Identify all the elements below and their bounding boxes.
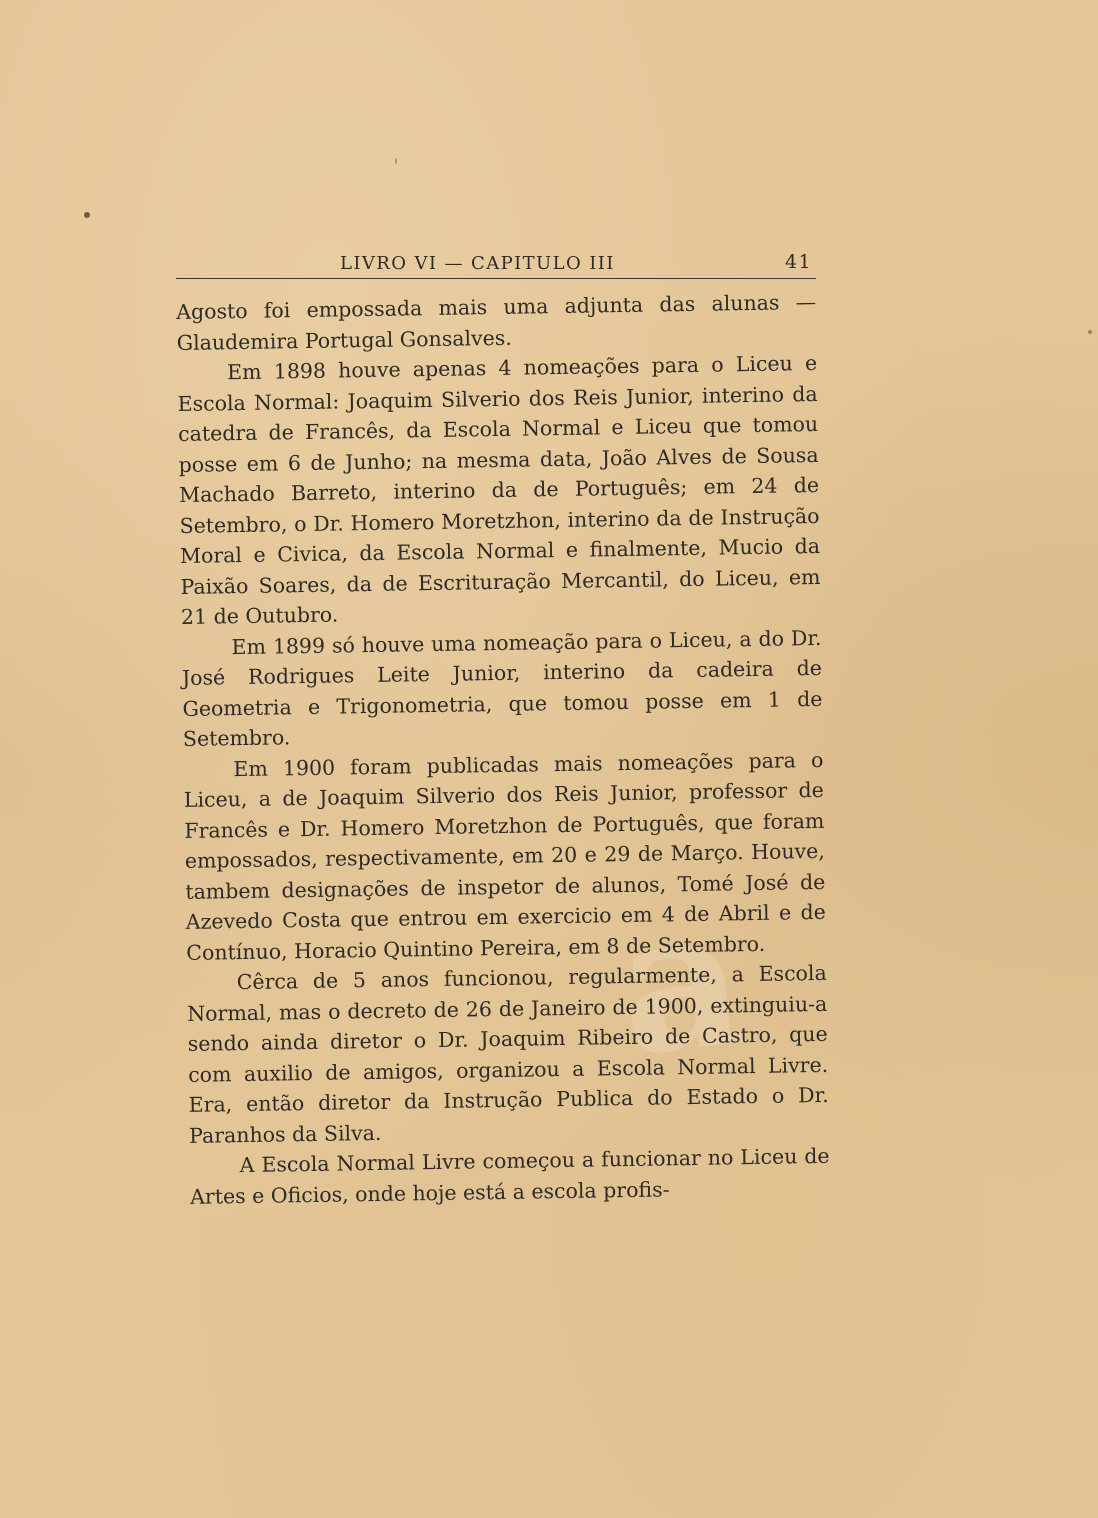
body-text [176, 287, 830, 1212]
paper-speck [1088, 330, 1092, 334]
paragraph: A Escola Normal Livre começou a funcionar no Liceu de Artes e Oficios, onde hoje está a escola profis- [189, 1143, 830, 1209]
page-number: 41 [785, 251, 812, 273]
paragraph: Agosto foi empossada mais uma adjunta das alunas — Glaudemira Portugal Gonsalves. [176, 289, 817, 355]
running-title: LIVRO VI — CAPITULO III [340, 253, 615, 274]
watermark: a [608, 864, 755, 1099]
paragraph: Em 1900 foram publicadas mais nomeações para o Liceu, a de Joaquim Silverio dos Reis Junior, professor de Francês e Dr. Homero Moretzhon de Português, que foram empossados, respectivamente, em 20 e 29 de Março. Houve, tambem designações de inspetor de alunos, Tomé José de Azevedo Costa que entrou em exercicio em 4 de Abril e de Contínuo, Horacio Quintino Pereira, em 8 de Setembro. [183, 747, 826, 965]
paragraph: Em 1898 houve apenas 4 nomeações para o Liceu e Escola Normal: Joaquim Silverio dos Reis Junior, interino da catedra de Francês, da Escola Normal e Liceu que tomou posse em 6 de Junho; na mesma data, João Alves de Sousa Machado Barreto, interino da de Português; em 24 de Setembro, o Dr. Homero Moretzhon, interino da de Instrução Moral e Civica, da Escola Normal e finalmente, Mucio da Paixão Soares, da de Escrituração Mercantil, do Liceu, em 21 de Outubro. [177, 350, 821, 629]
page-header [176, 250, 816, 279]
paragraph: Em 1899 só houve uma nomeação para o Liceu, a do Dr. José Rodrigues Leite Junior, interino da cadeira de Geometria e Trigonometria, que tomou posse em 1 de Setembro. [181, 625, 823, 751]
paper-speck [84, 212, 90, 218]
paragraph: Cêrca de 5 anos funcionou, regularmente, a Escola Normal, mas o decreto de 26 de Janeiro de 1900, extinguiu-a sendo ainda diretor o Dr. Joaquim Ribeiro de Castro, que com auxilio de amigos, organizou a Escola Normal Livre. Era, então diretor da Instrução Publica do Estado o Dr. Paranhos da Silva. [187, 960, 829, 1148]
paper-speck [395, 158, 397, 164]
